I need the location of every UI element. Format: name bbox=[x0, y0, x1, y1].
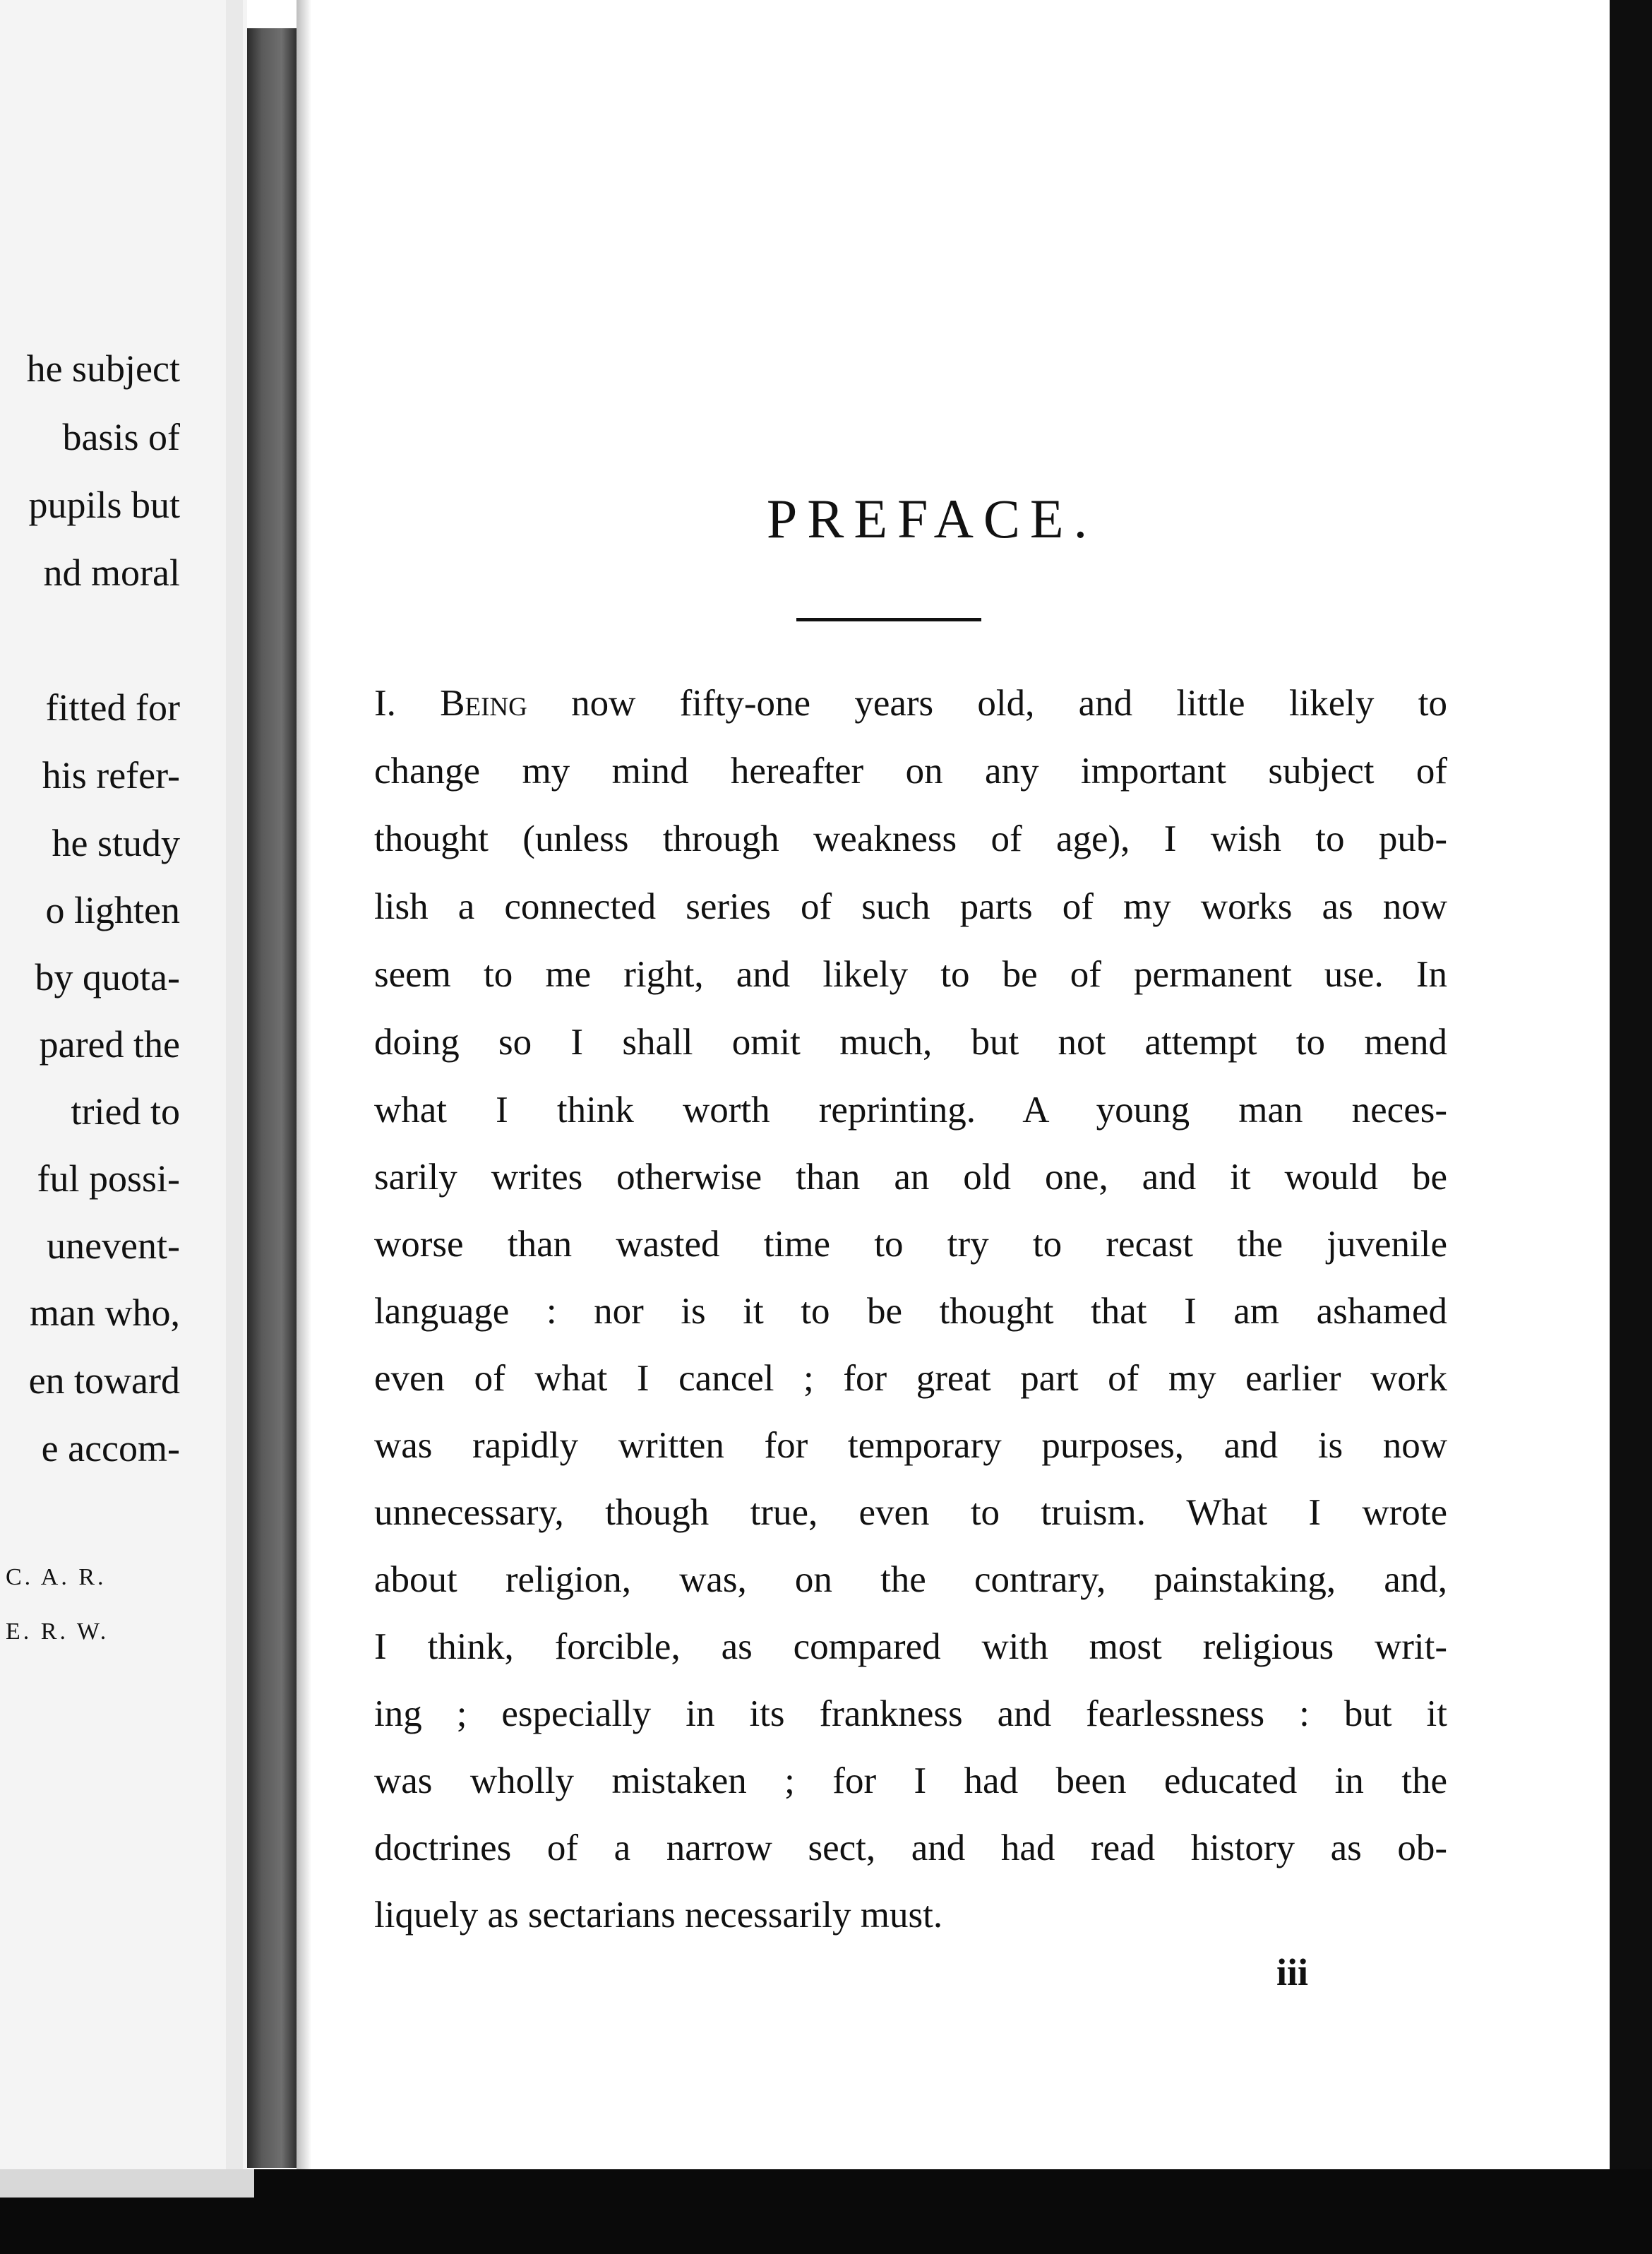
body-line bbox=[374, 685, 1447, 722]
body-line: language : nor is it to be thought that I am ashamed bbox=[374, 1291, 1447, 1332]
left-page-line: ful possi- bbox=[37, 1157, 180, 1200]
left-page-line: en toward bbox=[28, 1359, 180, 1402]
body-line: doing so I shall omit much, but not attempt to mend bbox=[374, 1022, 1447, 1063]
left-page-signature: E. R. W. bbox=[6, 1618, 109, 1645]
left-page-line: tried to bbox=[71, 1090, 180, 1133]
body-line: ing ; especially in its frankness and fearlessness : but it bbox=[374, 1693, 1447, 1734]
left-page-line: by quota- bbox=[35, 956, 180, 998]
left-page-line: o lighten bbox=[45, 889, 180, 931]
body-line: unnecessary, though true, even to truism. What I wrote bbox=[374, 1492, 1447, 1533]
left-page-edge bbox=[226, 0, 243, 2254]
body-line: was wholly mistaken ; for I had been educated in the bbox=[374, 1760, 1447, 1801]
left-page-line: unevent- bbox=[47, 1224, 180, 1267]
left-page-line: he study bbox=[52, 822, 180, 864]
body-line: liquely as sectarians necessarily must. bbox=[374, 1895, 943, 1936]
book-gutter bbox=[247, 28, 297, 2168]
gutter-shadow bbox=[297, 0, 311, 2254]
page-number: iii bbox=[1276, 1951, 1309, 1993]
left-page-signature: C. A. R. bbox=[6, 1564, 107, 1590]
body-line: what I think worth reprinting. A young man neces- bbox=[374, 1090, 1447, 1131]
left-page-line: man who, bbox=[30, 1292, 180, 1334]
body-line: doctrines of a narrow sect, and had read history as ob- bbox=[374, 1827, 1447, 1868]
left-page-line: basis of bbox=[62, 416, 180, 458]
body-line: thought (unless through weakness of age), I wish to pub- bbox=[374, 818, 1447, 859]
body-line: worse than wasted time to try to recast the juvenile bbox=[374, 1224, 1447, 1265]
body-line: about religion, was, on the contrary, painstaking, and, bbox=[374, 1559, 1447, 1600]
left-page bbox=[0, 0, 247, 2254]
left-page-line: nd moral bbox=[43, 551, 180, 594]
left-page-line: pupils but bbox=[28, 484, 180, 526]
left-page-line: fitted for bbox=[45, 686, 180, 729]
body-line: was rapidly written for temporary purposes, and is now bbox=[374, 1425, 1447, 1466]
paragraph-lead: I. Being bbox=[374, 683, 527, 724]
body-line: seem to me right, and likely to be of permanent use. In bbox=[374, 954, 1447, 995]
body-line-text: now fifty-one years old, and little likely to bbox=[527, 683, 1447, 724]
body-line: lish a connected series of such parts of my works as now bbox=[374, 886, 1447, 927]
left-page-line: he subject bbox=[26, 347, 180, 390]
body-line: change my mind hereafter on any important subject of bbox=[374, 751, 1447, 792]
body-line: sarily writes otherwise than an old one, and it would be bbox=[374, 1157, 1447, 1198]
body-line: even of what I cancel ; for great part of my earlier work bbox=[374, 1358, 1447, 1399]
left-page-line: pared the bbox=[39, 1023, 180, 1066]
left-page-line: his refer- bbox=[42, 754, 180, 797]
page-title: PREFACE. bbox=[766, 488, 1098, 549]
body-line: I think, forcible, as compared with most religious writ- bbox=[374, 1626, 1447, 1667]
scan-border-right bbox=[1610, 0, 1652, 2254]
left-page-bottom-edge bbox=[0, 2169, 254, 2198]
title-rule bbox=[796, 618, 981, 621]
left-page-line: e accom- bbox=[41, 1427, 180, 1469]
